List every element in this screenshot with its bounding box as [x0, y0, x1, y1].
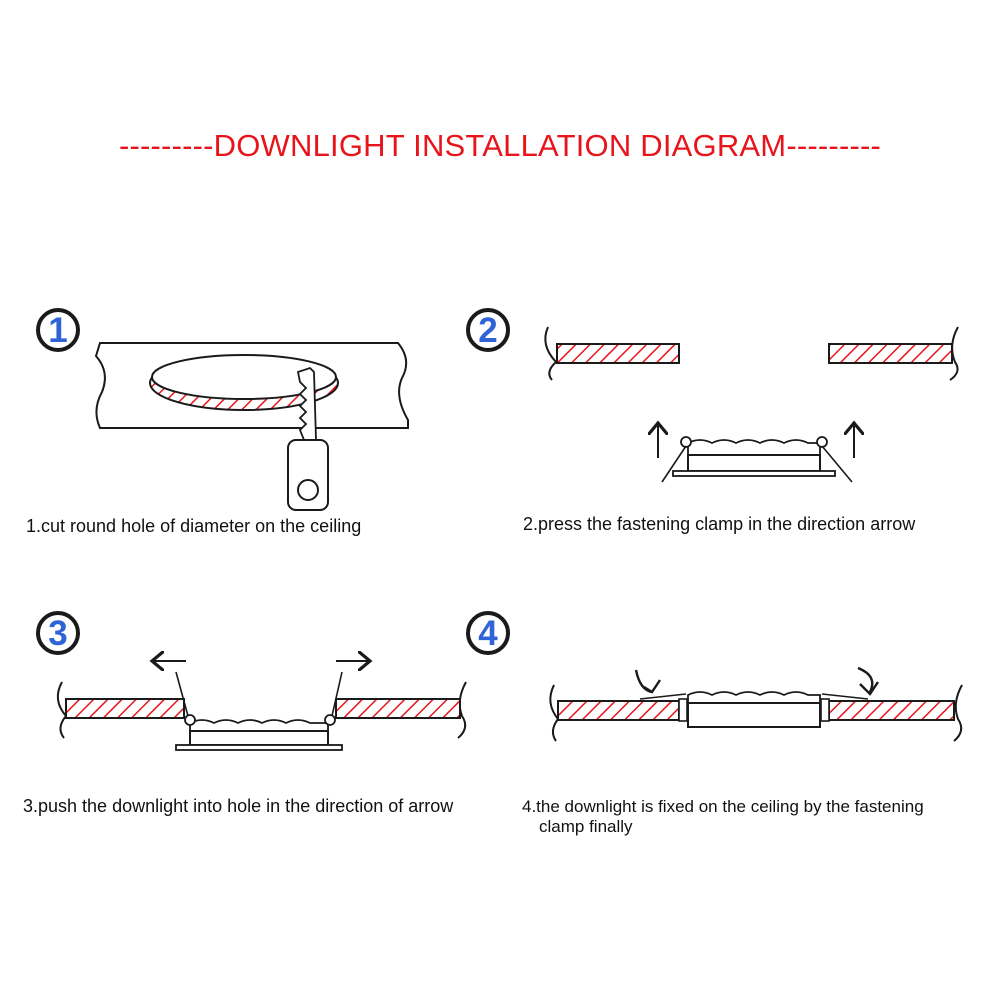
step2-illustration [545, 327, 958, 482]
step2-caption: 2.press the fastening clamp in the direction arrow [523, 514, 916, 534]
step1-caption: 1.cut round hole of diameter on the ceiling [26, 516, 362, 536]
step1-illustration [96, 343, 408, 510]
step3-number-badge [36, 611, 80, 655]
step4-illustration [550, 668, 962, 741]
step1-number-badge [36, 308, 80, 352]
step3-illustration [58, 661, 466, 750]
ceiling-left-slab [545, 327, 556, 380]
ceiling-left-slab [58, 682, 66, 738]
step4-number: 4 [478, 613, 498, 653]
downlight-fixture [662, 437, 852, 482]
diagram-title: ---------DOWNLIGHT INSTALLATION DIAGRAM--------- [118, 128, 882, 163]
step4-number-badge [466, 611, 510, 655]
curved-arrow-left-icon [636, 670, 652, 692]
step2-number-badge [466, 308, 510, 352]
ceiling-left-slab [550, 685, 558, 741]
downlight-fixture [176, 672, 342, 750]
step4-caption-line2: clamp finally [539, 817, 633, 836]
step2-number: 2 [478, 310, 498, 350]
step4-caption-line1: 4.the downlight is fixed on the ceiling by the fastening [522, 797, 924, 816]
step1-number: 1 [48, 310, 68, 350]
step3-caption: 3.push the downlight into hole in the direction of arrow [23, 796, 454, 816]
step3-number: 3 [48, 613, 68, 653]
ceiling-right-slab [954, 685, 962, 741]
